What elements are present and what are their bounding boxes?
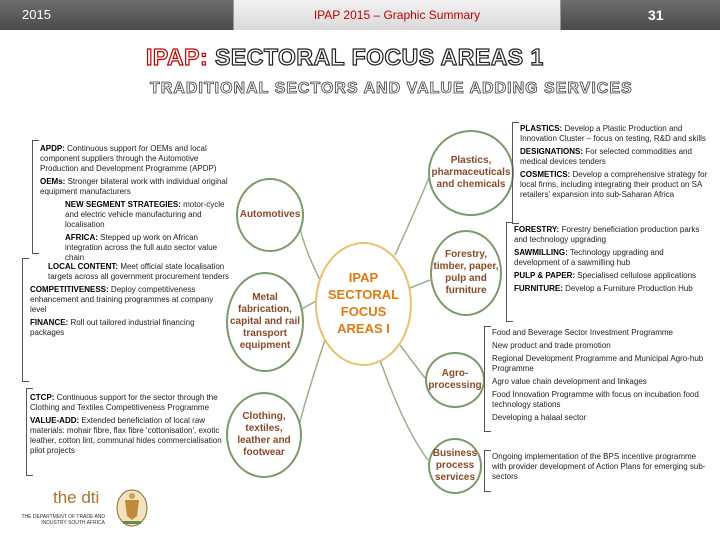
metal-item-competitiveness: COMPETITIVENESS: Deploy competitiveness enhancement and training programmes at company level xyxy=(30,285,214,314)
clothing-item-ctcp: CTCP: Continuous support for the sector through the Clothing and Textiles Competitiveness Programme xyxy=(30,393,218,412)
bracket-auto xyxy=(32,140,39,254)
metal-text-block xyxy=(30,262,230,341)
node-plastics: Plastics, pharmaceuticals and chemicals xyxy=(428,130,514,216)
forestry-item-sawmilling: SAWMILLING: Technology upgrading and development of a sawmilling hub xyxy=(514,248,664,267)
plastics-item-designations: DESIGNATIONS: For selected commodities and medical devices tenders xyxy=(520,147,692,166)
agro-item: New product and trade promotion xyxy=(492,341,611,350)
logo-sub: THE DEPARTMENT OF TRADE AND INDUSTRY SOUTH AFRICA xyxy=(21,514,105,526)
clothing-item-value-add: VALUE-ADD: Extended beneficiation of local raw materials: mohair fibre, flax fibre 'cottonisation', exotic leather, cotton lint, communal hides commercialisation pilot projects xyxy=(30,416,222,455)
bps-text-block xyxy=(492,452,707,485)
title-prefix: IPAP: xyxy=(146,44,209,70)
auto-item-apdp: APDP: Continuous support for OEMs and local component suppliers through the Automotive Production and Development Programme (APDP) xyxy=(40,144,217,173)
auto-item-oems: OEMs: Stronger bilateral work with individual original equipment manufacturers xyxy=(40,177,228,196)
bracket-plastics xyxy=(512,122,519,224)
forestry-item-pulp: PULP & PAPER: Specialised cellulose applications xyxy=(514,271,697,280)
coat-of-arms-icon xyxy=(115,488,149,528)
connector-plastics xyxy=(395,175,430,255)
header-title: IPAP 2015 – Graphic Summary xyxy=(313,8,481,22)
auto-item-new-segment: NEW SEGMENT STRATEGIES: motor-cycle and electric vehicle manufacturing and localisation xyxy=(65,200,225,229)
auto-item-africa: AFRICA: Stepped up work on African integration across the full auto sector value chain xyxy=(65,233,218,262)
agro-item: Regional Development Programme and Municipal Agro-hub Programme xyxy=(492,354,704,373)
node-automotives: Automotives xyxy=(236,178,304,252)
agro-item: Food Innovation Programme with focus on incubation food technology stations xyxy=(492,390,699,409)
dti-logo xyxy=(0,478,160,540)
node-clothing: Clothing, textiles, leather and footwear xyxy=(226,392,302,478)
node-bps: Business process services xyxy=(428,438,482,494)
node-agro: Agro-processing xyxy=(425,352,485,408)
title-main: SECTORAL FOCUS AREAS 1 xyxy=(215,44,544,70)
metal-item-local-content: LOCAL CONTENT: Meet official state localisation targets across all government procurement tenders xyxy=(48,262,229,281)
forestry-item-furniture: FURNITURE: Develop a Furniture Production Hub xyxy=(514,284,693,293)
bps-item: Ongoing implementation of the BPS incentive programme with provider development of Action Plans for emerging sub-sectors xyxy=(492,452,706,481)
plastics-item-plastics: PLASTICS: Develop a Plastic Production and Innovation Cluster – focus on testing, R&D and skills xyxy=(520,124,706,143)
bracket-agro xyxy=(484,326,491,432)
page-number: 31 xyxy=(648,7,664,23)
connector-agro xyxy=(400,345,425,378)
agro-item: Agro value chain development and linkages xyxy=(492,377,647,386)
center-node: IPAP SECTORAL FOCUS AREAS I xyxy=(315,242,412,366)
node-forestry: Forestry, timber, paper, pulp and furniture xyxy=(430,230,502,316)
slide-subtitle: TRADITIONAL SECTORS AND VALUE ADDING SERVICES xyxy=(150,80,633,97)
connector-clothing xyxy=(298,340,325,430)
forestry-text-block xyxy=(514,225,710,297)
clothing-text-block xyxy=(30,393,228,459)
auto-text-block xyxy=(40,144,235,266)
metal-item-finance: FINANCE: Roll out tailored industrial financing packages xyxy=(30,318,195,337)
bracket-forestry xyxy=(506,222,513,322)
connector-bps xyxy=(380,360,428,460)
plastics-text-block xyxy=(520,124,710,203)
agro-text-block xyxy=(492,328,712,426)
agro-item: Food and Beverage Sector Investment Programme xyxy=(492,328,673,337)
bracket-metal xyxy=(22,258,29,382)
agro-item: Developing a halaal sector xyxy=(492,413,587,422)
bracket-bps xyxy=(484,450,491,492)
node-metal: Metal fabrication, capital and rail transport equipment xyxy=(226,272,304,372)
logo-brand: the dti xyxy=(53,488,100,507)
header-year: 2015 xyxy=(22,7,51,22)
plastics-item-cosmetics: COSMETICS: Develop a comprehensive strategy for local firms, including integrating their product on SA retailers' expansion into sub-Saharan Africa xyxy=(520,170,708,199)
forestry-item-forestry: FORESTRY: Forestry beneficiation production parks and technology upgrading xyxy=(514,225,700,244)
